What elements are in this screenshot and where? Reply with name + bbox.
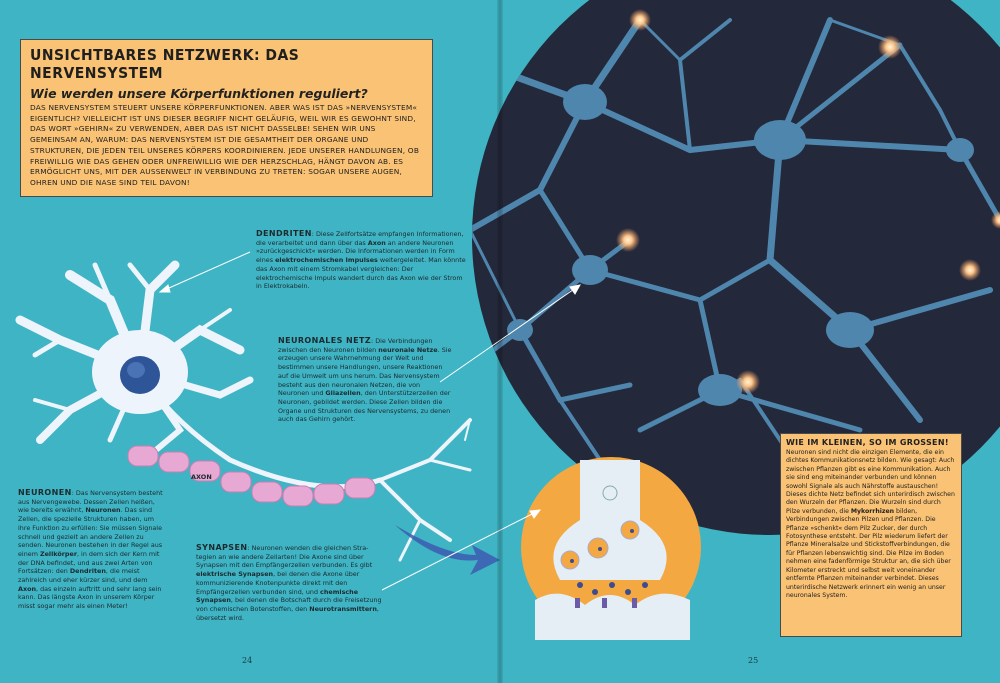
neuronen-caption: NEURONEN: Das Nervensystem besteht aus Nervengewebe. Dessen Zellen heißen, wie bereits erwähnt, Neuronen. Das sind Zellen, die spezielle Strukturen haben, um ihre Funktion zu erfüllen: Sie müssen Signale schnell und gezielt an andere Zellen zu senden. Neuronen bestehen in der Regel aus einem Zellkörper, in dem sich der Kern mit der DNA befindet, und aus zwei Arten von Fortsätzen: den Dendriten, die meist zahlreich und eher kürzer sind, und dem Axon, das einzeln auftritt und sehr lang sein kann. Das längste Axon in unserem Körper misst sogar mehr als einen Meter! <box>18 488 163 611</box>
page-number-left: 24 <box>242 656 253 665</box>
dendriten-heading: DENDRITEN <box>256 229 312 238</box>
axon-label: AXON <box>191 473 212 481</box>
intro-text: DAS NERVENSYSTEM STEUERT UNSERE KÖRPERFUNKTIONEN. ABER WAS IST DAS »NERVENSYSTEM« EIGENTLICH? VIELLEICHT IST UNS DIESER BEGRIFF NICHT GELÄUFIG, WEIL WIR ES GEWOHNT SIND, DAS WORT »GEHIRN« ZU VERWENDEN, ABER DAS IST NICHT DASSELBE! SEHEN WIR UNS GEMEINSAM AN, WARUM: DAS NERVENSYSTEM IST DIE GESAMTHEIT DER ORGANE UND STRUKTUREN, DIE JEDEN TEIL UNSERES KÖRPERS KOORDINIEREN. JEDE UNSERER HANDLUNGEN, OB FREIWILLIG WIE DAS GEHEN ODER UNFREIWILLIG WIE DER HERZSCHLAG, HÄNGT DAVON AB. ES ERMÖGLICHT UNS, MIT DER AUSSENWELT IN VERBINDUNG ZU TRETEN: SOGAR UNSERE AUGEN, OHREN UND DIE NASE SIND TEIL DAVON! <box>30 103 420 187</box>
synapsen-heading: SYNAPSEN <box>196 543 248 552</box>
synapse-illustration <box>521 457 701 640</box>
page-title: UNSICHTBARES NETZWERK: DAS NERVENSYSTEM <box>30 46 300 82</box>
intro-box <box>20 39 433 197</box>
info-box-text: Neuronen sind nicht die einzigen Elemente, die ein dichtes Kommunikationsnetz bilden. Wie gesagt: Auch zwischen Pflanzen gibt es eine Kommunikation. Auch sie sind eng miteinander verbunden und können sowohl Signale als auch Nährstoffe austauschen! Dieses dichte Netz befindet sich unterirdisch zwischen den Wurzeln der Pflanzen. Die Wurzeln sind durch Pilze verbunden, die Mykorrhizen bilden, Verbindungen zwischen Pilzen und Pflanzen. Die Pflanze »schenkt« dem Pilz Zucker, der durch Fotosynthese entsteht. Der Pilz wiederum liefert der Pflanze Mineralsalze und Stickstoffverbindungen, die für Pflanzen lebenswichtig sind. Die Pilze im Boden nehmen eine fadenförmige Struktur an, die sich über Kilometer erstreckt und selbst weit voneinander entfernte Pflanzen miteinander verbindet. Dieses unterirdische Netzwerk erinnert ein wenig an unser neuronales System. <box>786 449 955 599</box>
neuronales-netz-caption: NEURONALES NETZ: Die Verbindungen zwischen den Neuronen bilden neuronale Netze. Sie erzeugen unsere Wahrnehmung der Welt und bestimmen unsere Handlungen, unsere Reaktionen auf die Umwelt um uns herum. Das Nervensystem besteht aus den neuronalen Netzen, die von Neuronen und Gliazellen, den Unterstützerzellen der Neuronen, gebildet werden. Diese Zellen bilden die Organe und Strukturen des Nervensystems, zu denen auch das Gehirn gehört. <box>278 336 452 424</box>
synapsen-caption: SYNAPSEN: Neuronen wenden die gleichen Strategien an wie andere Zellarten! Die Axone sind über Synapsen mit den Empfängerzellen verbunden. Es gibt elektrische Synapsen, bei denen die Axone über kommunizierende Knotenpunkte direkt mit den Empfängerzellen verbunden sind, und chemische Synapsen, bei denen die Botschaft durch die Freisetzung von chemischen Botenstoffen, den Neurotransmittern, übersetzt wird. <box>196 543 382 622</box>
neuronen-heading: NEURONEN <box>18 488 72 497</box>
swoosh-arrow <box>395 525 500 575</box>
book-gutter <box>497 0 503 683</box>
dendriten-caption: DENDRITEN: Diese Zellfortsätze empfangen Informationen, die verarbeitet und dann über das Axon an andere Neuronen »zurückgeschickt« werden. Die Informationen werden in Form eines elektrochemischen Impulses weitergeleitet. Man könnte das Axon mit einem Stromkabel vergleichen: Der elektrochemische Impuls wandert durch das Axon wie der Strom in Elektrokabeln. <box>256 229 466 291</box>
page-subtitle: Wie werden unsere Körperfunktionen reguliert? <box>30 86 368 101</box>
info-box-title: WIE IM KLEINEN, SO IM GROSSEN! <box>786 438 949 447</box>
neuronales-netz-heading: NEURONALES NETZ <box>278 336 372 345</box>
page-number-right: 25 <box>748 656 759 665</box>
mykorrhiza-info-box <box>780 433 962 637</box>
